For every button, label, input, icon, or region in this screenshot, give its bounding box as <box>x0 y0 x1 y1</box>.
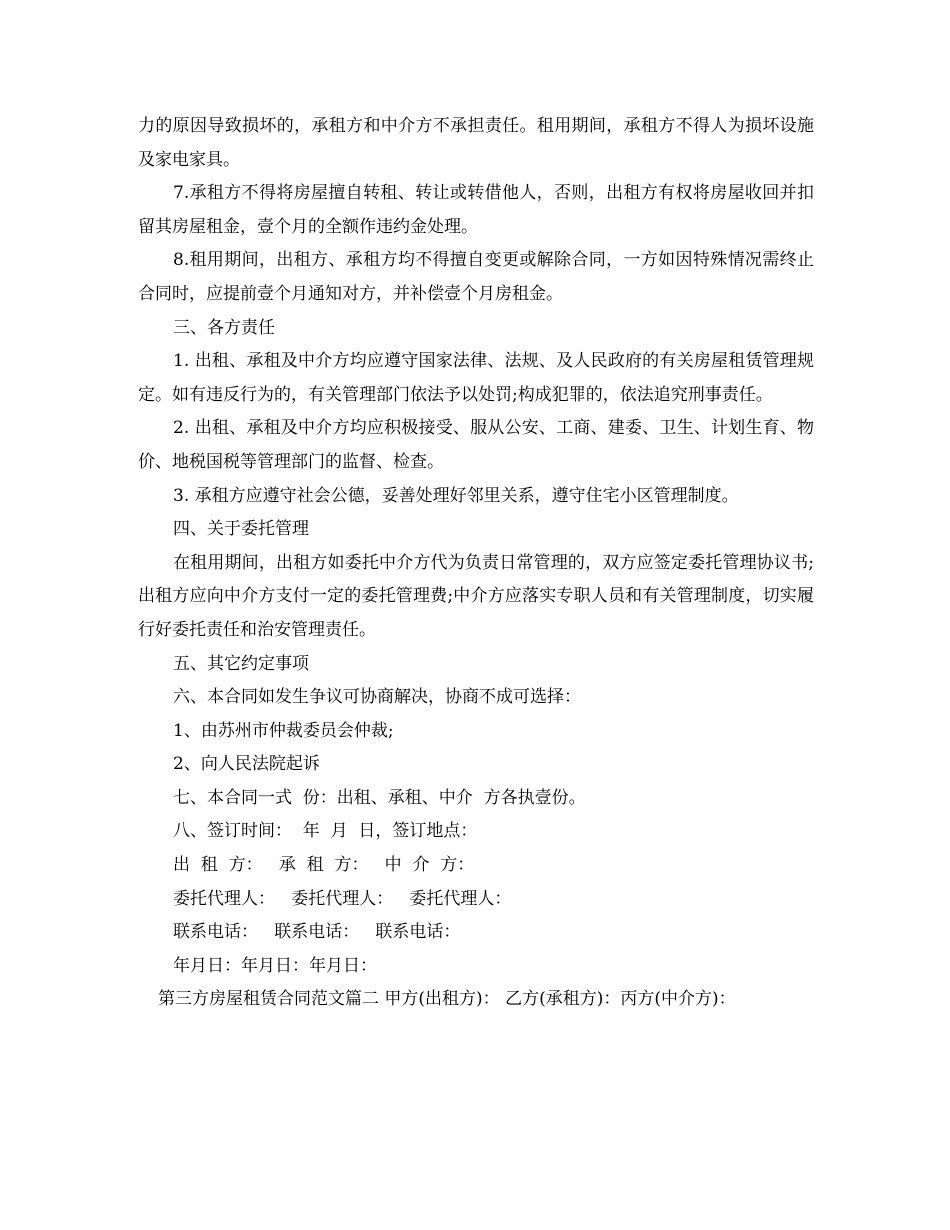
paragraph-1: 力的原因导致损坏的，承租方和中介方不承担责任。租用期间，承租方不得人为损坏设施及家电家具。 <box>138 116 814 170</box>
responsibility-1: 1. 出租、承租及中介方均应遵守国家法律、法规、及人民政府的有关房屋租赁管理规定。如有违反行为的，有关管理部门依法予以处罚;构成犯罪的，依法追究刑事责任。 <box>138 351 814 405</box>
next-contract-heading: 第三方房屋租赁合同范文篇二 甲方(出租方)： 乙方(承租方)：丙方(中介方)： <box>158 989 736 1010</box>
responsibility-2: 2. 出租、承租及中介方均应积极接受、服从公安、工商、建委、卫生、计划生育、物价、地税国税等管理部门的监督、检查。 <box>138 418 814 472</box>
section-heading-8: 八、签订时间： 年 月 日，签订地点： <box>173 821 478 842</box>
section-heading-3: 三、各方责任 <box>173 317 275 338</box>
section-heading-7: 七、本合同一式 份：出租、承租、中介 方各执壹份。 <box>173 787 586 808</box>
dispute-option-1: 1、由苏州市仲裁委员会仲裁; <box>173 720 394 741</box>
signature-dates: 年月日：年月日：年月日： <box>173 955 377 976</box>
section-heading-5: 五、其它约定事项 <box>173 653 309 674</box>
signature-phones: 联系电话： 联系电话： 联系电话： <box>173 922 461 943</box>
section-heading-4: 四、关于委托管理 <box>173 519 309 540</box>
section-heading-6: 六、本合同如发生争议可协商解决，协商不成可选择： <box>173 687 581 708</box>
clause-7: 7.承租方不得将房屋擅自转租、转让或转借他人，否则，出租方有权将房屋收回并扣留其房屋租金，壹个月的全额作违约金处理。 <box>138 183 814 237</box>
signature-agents: 委托代理人： 委托代理人： 委托代理人： <box>173 888 512 909</box>
document-body <box>138 110 814 1017</box>
dispute-option-2: 2、向人民法院起诉 <box>173 754 320 775</box>
entrust-management-text: 在租用期间，出租方如委托中介方代为负责日常管理的，双方应签定委托管理协议书;出租方应向中介方支付一定的委托管理费;中介方应落实专职人员和有关管理制度，切实履行好委托责任和治安管理责任。 <box>138 552 814 640</box>
clause-8: 8.租用期间，出租方、承租方均不得擅自变更或解除合同，一方如因特殊情况需终止合同时，应提前壹个月通知对方，并补偿壹个月房租金。 <box>138 250 814 304</box>
signature-parties: 出 租 方： 承 租 方： 中 介 方： <box>173 855 475 876</box>
responsibility-3: 3. 承租方应遵守社会公德，妥善处理好邻里关系，遵守住宅小区管理制度。 <box>173 485 739 506</box>
